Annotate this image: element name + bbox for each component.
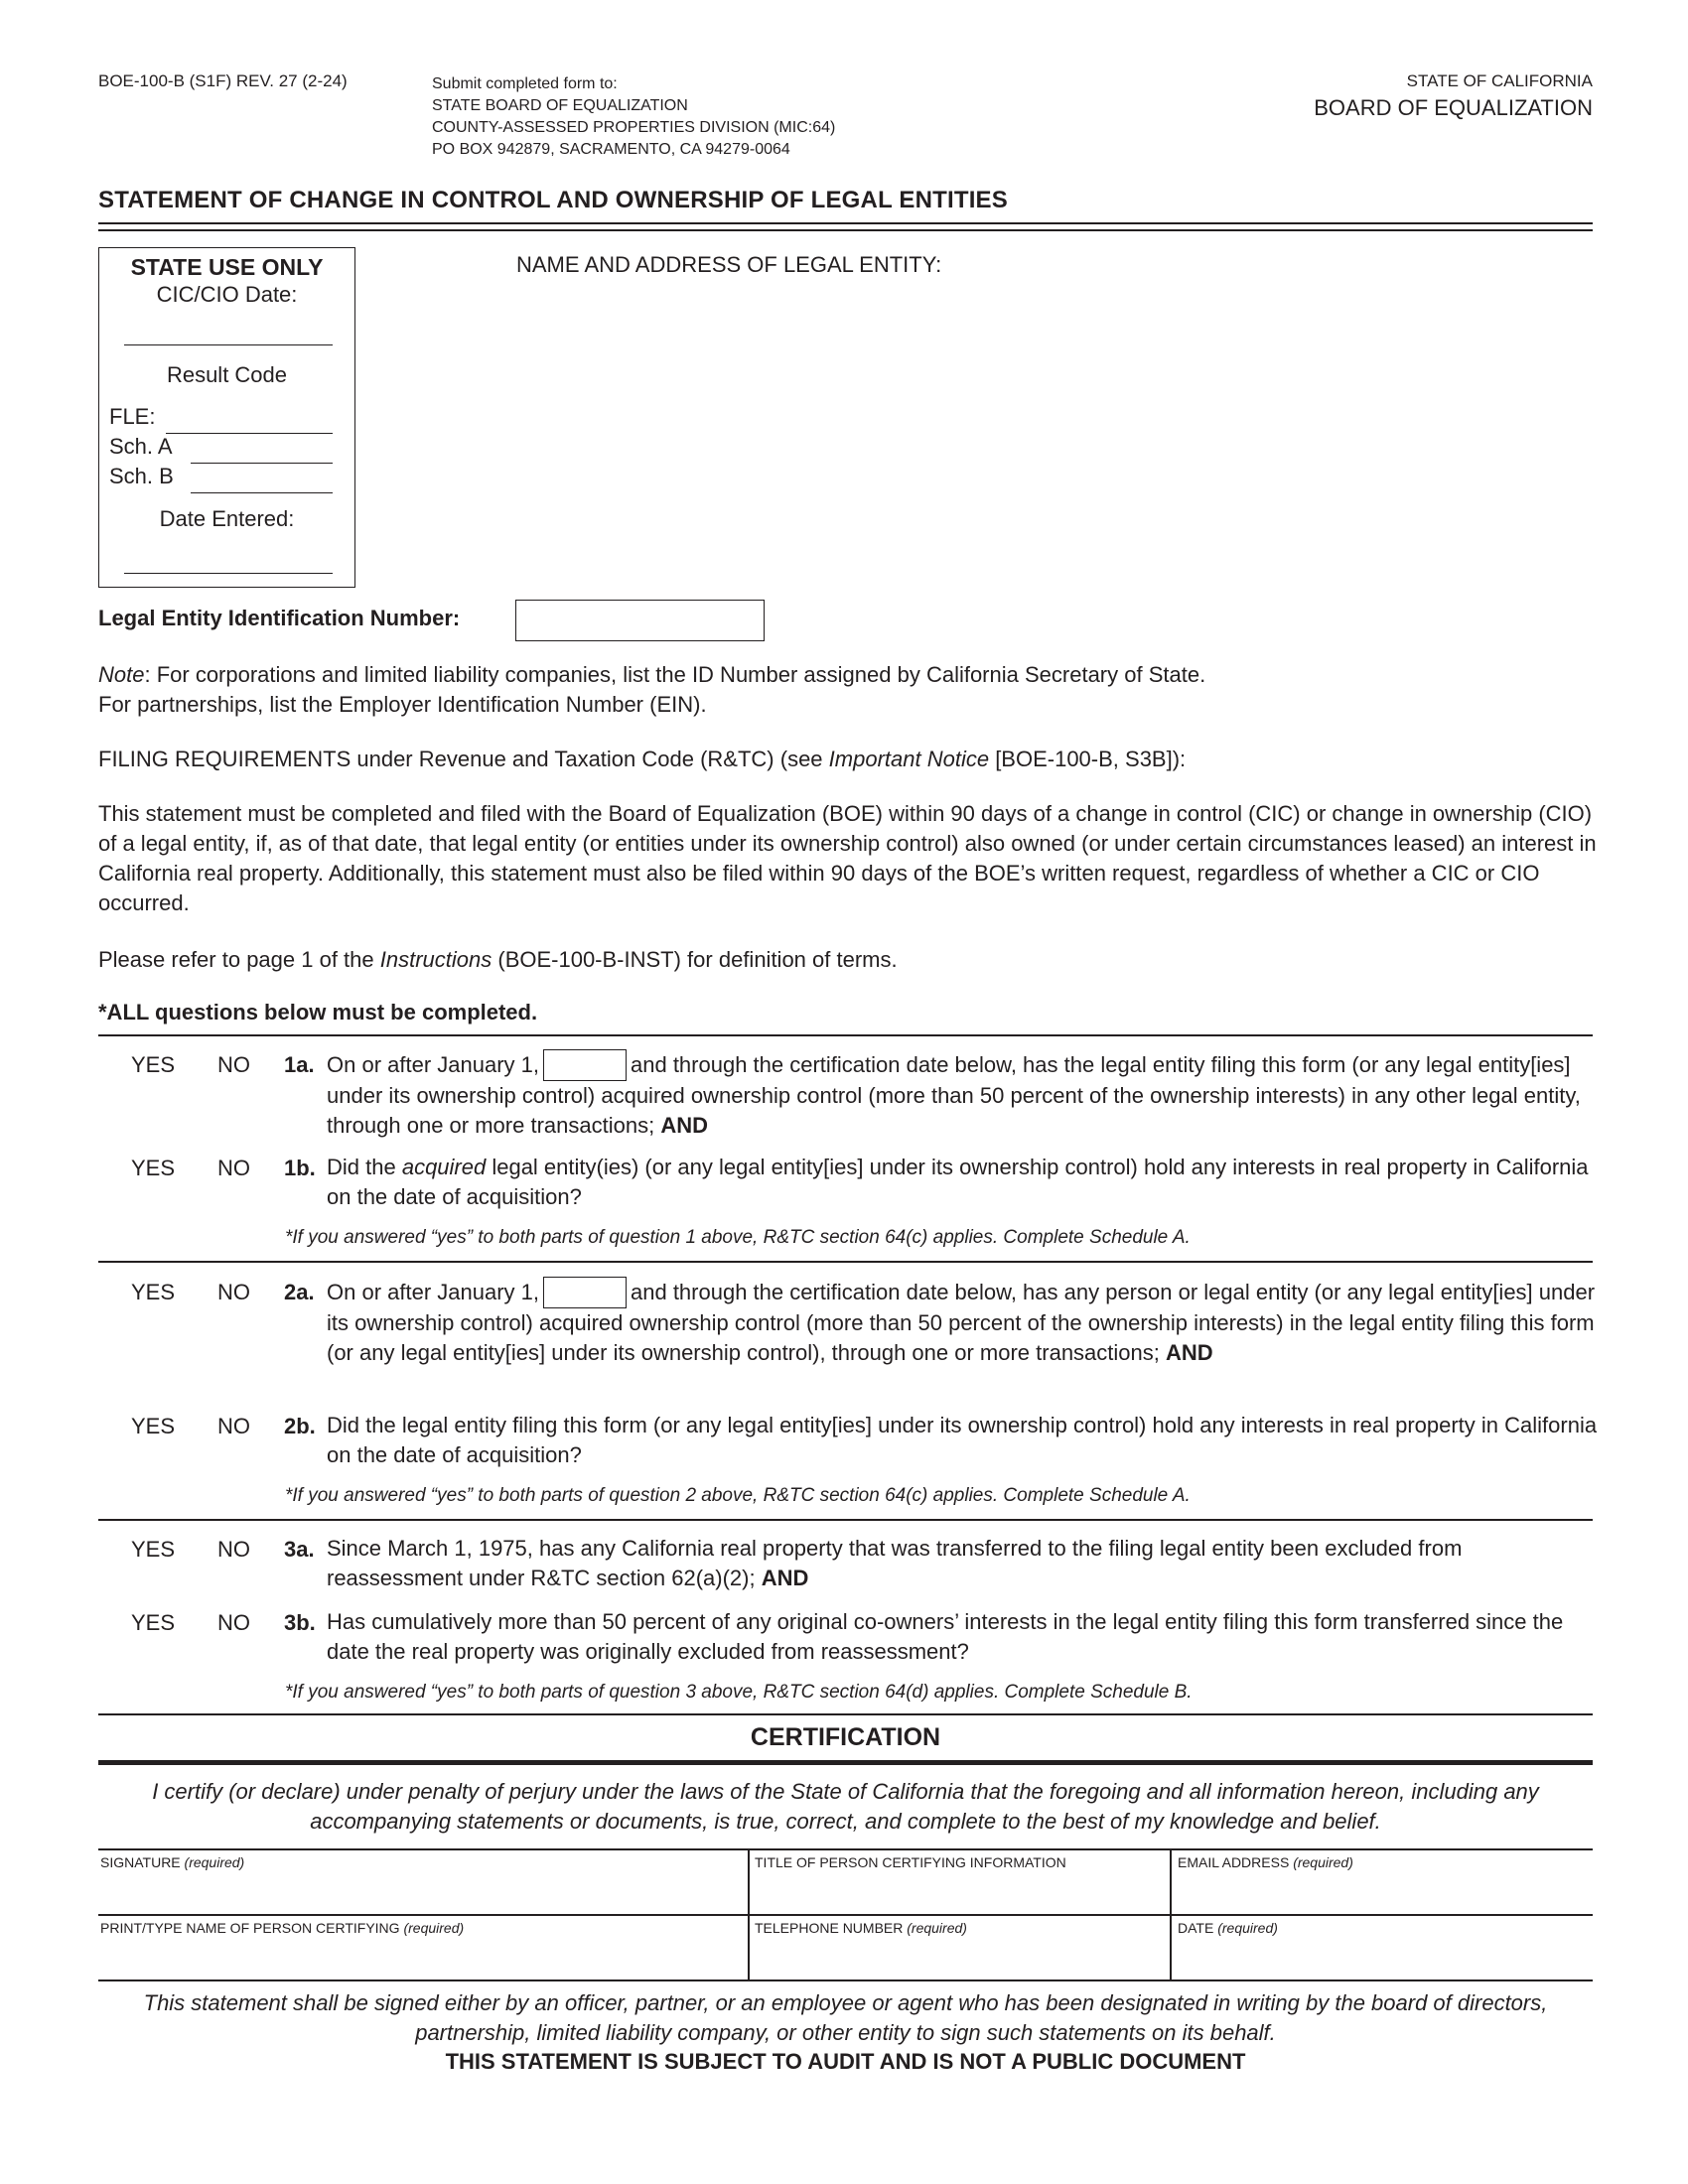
certification-title: CERTIFICATION: [750, 1723, 941, 1751]
footer-text: This statement shall be signed either by an officer, partner, or an employee or agent who has been designated in writing by the board of directors, partnership, limited liability company, or other entity to sign such statements on its behalf.: [143, 1990, 1548, 2045]
leid-input[interactable]: [515, 600, 765, 641]
sch-a-label: Sch. A: [109, 434, 173, 459]
q3b-number: 3b.: [284, 1610, 316, 1635]
q3a-body: Since March 1, 1975, has any California real property that was transferred to the filing legal entity been excluded from reassessment under R&TC section 62(a)(2);: [327, 1536, 1463, 1590]
statement-paragraph: This statement must be completed and filed with the Board of Equalization (BOE) within 90 days of a change in control (CIC) or change in ownership (CIO) of a legal entity, if, as of that date, that legal entity (or entities under its ownership control) also owned (or under certain circumstances leased) an interest in California real property. Additionally, this statement must also be filed within 90 days of the BOE’s written request, regardless of whether a CIC or CIO occurred.: [98, 801, 1597, 915]
telephone-label: TELEPHONE NUMBER: [755, 1920, 904, 1936]
q1a-post: and through the certification date below, has the legal entity filing this form (or any legal entity[ies] under its ownership control) acquired ownership control (more than 50 percent of the ownership interests) in any other legal entity, through one or more transactions;: [327, 1052, 1581, 1138]
required-tag: (required): [907, 1920, 967, 1936]
submit-address: [432, 73, 835, 161]
state-use-title: STATE USE ONLY: [130, 254, 324, 280]
refer-italic: Instructions: [379, 947, 492, 972]
telephone-field[interactable]: [755, 1920, 1166, 1978]
q2b-yes[interactable]: YES: [131, 1414, 176, 1438]
date-field[interactable]: [1178, 1920, 1589, 1978]
required-tag: (required): [1217, 1920, 1278, 1936]
sch-b-label: Sch. B: [109, 464, 174, 488]
q3a-and: AND: [761, 1566, 809, 1590]
refer-suffix: (BOE-100-B-INST) for definition of terms.: [492, 947, 898, 972]
q2a-number: 2a.: [284, 1280, 315, 1304]
required-tag: (required): [403, 1920, 465, 1936]
required-tag: (required): [1293, 1854, 1353, 1870]
q1-rule: [98, 1261, 1593, 1263]
refer-prefix: Please refer to page 1 of the: [98, 947, 380, 972]
sch-b-line[interactable]: [191, 492, 333, 493]
q3a-yes[interactable]: YES: [131, 1537, 176, 1562]
required-tag: (required): [184, 1854, 245, 1870]
note-line1: : For corporations and limited liability companies, list the ID Number assigned by California Secretary of State.: [144, 662, 1206, 687]
q2a-and: AND: [1166, 1340, 1213, 1365]
q1b-no[interactable]: NO: [217, 1156, 250, 1180]
submit-line: PO BOX 942879, SACRAMENTO, CA 94279-0064: [432, 141, 790, 158]
q1b-post: legal entity(ies) (or any legal entity[ies] under its ownership control) hold any interests in real property in California on the date of acquisition?: [327, 1155, 1589, 1209]
q1a-pre: On or after January 1,: [327, 1052, 539, 1077]
q2a-text: [327, 1277, 1598, 1368]
print-name-field[interactable]: [100, 1920, 746, 1978]
q3-note: *If you answered “yes” to both parts of question 3 above, R&TC section 64(d) applies. Complete Schedule B.: [285, 1682, 1193, 1703]
print-name-label: PRINT/TYPE NAME OF PERSON CERTIFYING: [100, 1920, 400, 1936]
q3a-text: [327, 1534, 1598, 1593]
certification-rule-thick: [98, 1760, 1593, 1765]
form-id: BOE-100-B (S1F) REV. 27 (2-24): [98, 71, 348, 90]
sch-a-line[interactable]: [191, 463, 333, 464]
state-use-only-box: [98, 247, 355, 588]
fle-line[interactable]: [166, 433, 333, 434]
title-rule-bottom: [98, 229, 1593, 231]
q1-note: *If you answered “yes” to both parts of question 1 above, R&TC section 64(c) applies. Complete Schedule A.: [285, 1227, 1191, 1248]
filing-suffix: [BOE-100-B, S3B]):: [989, 747, 1187, 771]
q1b-number: 1b.: [284, 1156, 316, 1180]
q1a-text: [327, 1049, 1598, 1141]
q3b-no[interactable]: NO: [217, 1610, 250, 1635]
submit-line: STATE BOARD OF EQUALIZATION: [432, 97, 688, 114]
filing-italic: Important Notice: [828, 747, 990, 771]
filing-requirements: [98, 745, 1598, 774]
q1b-text: [327, 1153, 1598, 1212]
q2a-yes[interactable]: YES: [131, 1280, 176, 1304]
leid-label: Legal Entity Identification Number:: [98, 606, 461, 630]
signature-field[interactable]: [100, 1854, 746, 1912]
sig-table-rule-top: [98, 1848, 1593, 1850]
cic-date-line[interactable]: [124, 344, 333, 345]
sig-table-rule-bottom: [98, 1979, 1593, 1981]
sig-table-divider-2: [1170, 1848, 1172, 1980]
q1a-no[interactable]: NO: [217, 1052, 250, 1077]
q2b-text: Did the legal entity filing this form (or any legal entity[ies] under its ownership control) hold any interests in real property in California on the date of acquisition?: [327, 1413, 1598, 1467]
questions-rule-top: [98, 1034, 1593, 1036]
email-label: EMAIL ADDRESS: [1178, 1854, 1290, 1870]
q1a-number: 1a.: [284, 1052, 315, 1077]
q2a-no[interactable]: NO: [217, 1280, 250, 1304]
q2a-year-input[interactable]: [543, 1277, 627, 1308]
q1a-and: AND: [660, 1113, 708, 1138]
q3a-number: 3a.: [284, 1537, 315, 1562]
state-name: STATE OF CALIFORNIA: [1406, 71, 1593, 90]
date-label: DATE: [1178, 1920, 1214, 1936]
filing-prefix: FILING REQUIREMENTS under Revenue and Taxation Code (R&TC) (see: [98, 747, 829, 771]
q3-rule: [98, 1713, 1593, 1715]
q1b-pre: Did the: [327, 1155, 402, 1179]
note-paragraph: [98, 660, 1598, 720]
note-prefix: Note: [98, 662, 145, 687]
q2a-pre: On or after January 1,: [327, 1280, 539, 1304]
certification-text: I certify (or declare) under penalty of perjury under the laws of the State of California that the foregoing and all information hereon, including any accompanying statements or documents, is true, correct, and complete to the best of my knowledge and belief.: [152, 1779, 1539, 1834]
submit-line: COUNTY-ASSESSED PROPERTIES DIVISION (MIC:64): [432, 119, 836, 136]
all-questions-note: *ALL questions below must be completed.: [98, 1000, 538, 1024]
q2b-no[interactable]: NO: [217, 1414, 250, 1438]
q1b-yes[interactable]: YES: [131, 1156, 176, 1180]
title-field[interactable]: [755, 1854, 1166, 1912]
agency: [1314, 69, 1593, 123]
q2b-number: 2b.: [284, 1414, 316, 1438]
q3b-yes[interactable]: YES: [131, 1610, 176, 1635]
cic-date-label: CIC/CIO Date:: [156, 282, 298, 307]
submit-line: Submit completed form to:: [432, 75, 618, 92]
email-field[interactable]: [1178, 1854, 1589, 1912]
title-label: TITLE OF PERSON CERTIFYING INFORMATION: [755, 1854, 1066, 1870]
entity-name-address-label: NAME AND ADDRESS OF LEGAL ENTITY:: [516, 252, 942, 277]
board-name: BOARD OF EQUALIZATION: [1314, 95, 1593, 120]
q3b-text: Has cumulatively more than 50 percent of any original co-owners’ interests in the legal entity filing this form transferred since the date the real property was originally excluded from reassessment?: [327, 1609, 1564, 1664]
refer-paragraph: [98, 945, 1598, 975]
sig-table-divider-1: [748, 1848, 750, 1980]
result-code-label: Result Code: [166, 362, 288, 387]
note-line2: For partnerships, list the Employer Identification Number (EIN).: [98, 692, 707, 717]
signature-label: SIGNATURE: [100, 1854, 181, 1870]
date-entered-label: Date Entered:: [159, 506, 295, 531]
sig-table-rule-mid: [98, 1914, 1593, 1916]
fle-label: FLE:: [109, 404, 156, 429]
title-rule-top: [98, 222, 1593, 224]
q1b-italic: acquired: [401, 1155, 487, 1179]
q1a-year-input[interactable]: [543, 1049, 627, 1081]
q1a-yes[interactable]: YES: [131, 1052, 176, 1077]
form-title: STATEMENT OF CHANGE IN CONTROL AND OWNERSHIP OF LEGAL ENTITIES: [98, 187, 1008, 213]
q3a-no[interactable]: NO: [217, 1537, 250, 1562]
footer-audit-notice: THIS STATEMENT IS SUBJECT TO AUDIT AND IS NOT A PUBLIC DOCUMENT: [445, 2049, 1246, 2074]
q2a-post: and through the certification date below, has any person or legal entity (or any legal entity[ies] under its ownership control) acquired ownership control (more than 50 percent of the ownership interests) in the legal entity filing this form (or any legal entity[ies] under its ownership control), through one or more transactions;: [327, 1280, 1596, 1365]
q2-note: *If you answered “yes” to both parts of question 2 above, R&TC section 64(c) applies. Complete Schedule A.: [285, 1485, 1191, 1506]
date-entered-line[interactable]: [124, 573, 333, 574]
q2-rule: [98, 1519, 1593, 1521]
